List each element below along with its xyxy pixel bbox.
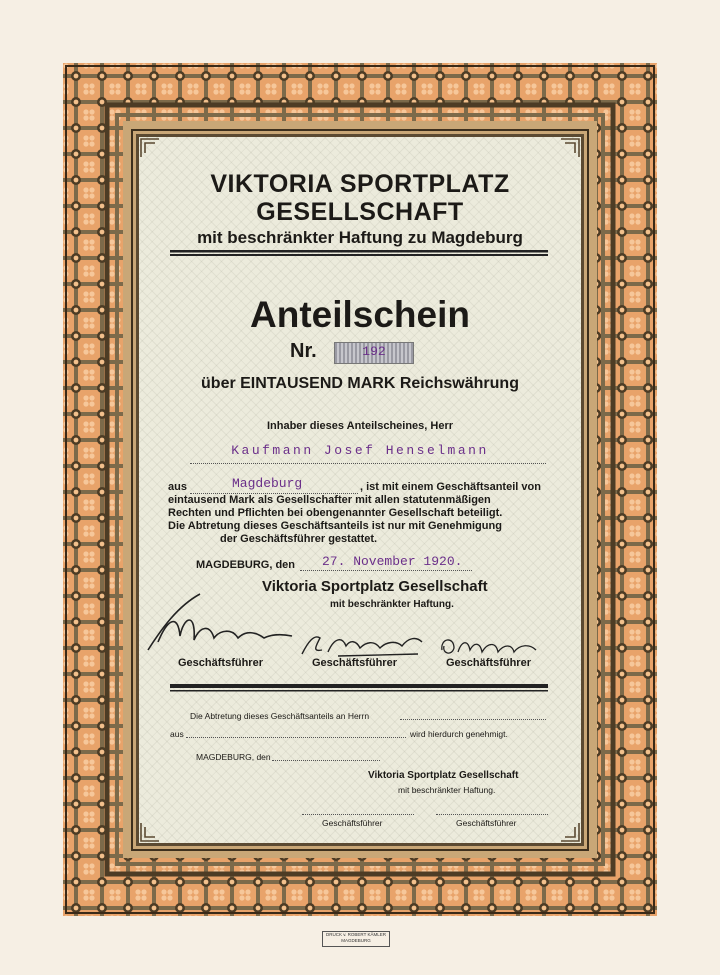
transfer-company-suffix: mit beschränkter Haftung.	[398, 785, 496, 795]
corner-ornament-icon	[559, 821, 581, 843]
date-line	[300, 570, 472, 571]
holder-name-line	[190, 463, 546, 464]
from-label: aus	[168, 481, 187, 493]
transfer-city-line	[186, 737, 406, 738]
holder-intro: Inhaber dieses Anteilscheines, Herr	[266, 420, 454, 432]
transfer-from-label: aus	[170, 729, 184, 739]
transfer-signature-line-1	[302, 814, 414, 815]
transfer-approved: wird hierdurch genehmigt.	[410, 729, 508, 739]
corner-ornament-icon	[139, 821, 161, 843]
holder-name: Kaufmann Josef Henselmann	[231, 443, 489, 458]
transfer-role-1: Geschäftsführer	[322, 818, 383, 828]
corner-ornament-icon	[559, 137, 581, 159]
transfer-date-line	[272, 760, 380, 761]
printer-imprint	[322, 931, 390, 947]
number-label: Nr.	[290, 340, 317, 362]
transfer-place: MAGDEBURG, den	[196, 752, 271, 762]
transfer-role-2: Geschäftsführer	[456, 818, 517, 828]
holder-city: Magdeburg	[232, 476, 303, 491]
document-title: Anteilschein	[250, 294, 470, 335]
body-text-line-3: Rechten und Pflichten bei obengenannter Gesellschaft beteiligt.	[168, 507, 503, 519]
printer-line-1: DRUCK v. ROBERT KÄMLER	[325, 932, 386, 937]
company-title-line-1: VIKTORIA SPORTPLATZ	[210, 170, 510, 198]
issuer-company-suffix: mit beschränkter Haftung.	[330, 599, 454, 610]
issue-place: MAGDEBURG, den	[196, 559, 295, 571]
issuer-company-name: Viktoria Sportplatz Gesellschaft	[262, 578, 488, 595]
printer-line-2: MAGDEBURG	[341, 938, 371, 943]
signatory-role-3: Geschäftsführer	[446, 657, 531, 669]
issue-date: 27. November 1920.	[322, 554, 463, 569]
signatory-role-1: Geschäftsführer	[178, 657, 263, 669]
section-divider	[170, 684, 548, 692]
body-text-line-1: , ist mit einem Geschäftsanteil von	[360, 481, 541, 493]
body-text-line-4: Die Abtretung dieses Geschäftsanteils ist nur mit Genehmigung	[168, 520, 502, 532]
header-divider	[170, 250, 548, 257]
certificate-number: 192	[362, 344, 386, 359]
signatory-role-2: Geschäftsführer	[312, 657, 397, 669]
company-subtitle: mit beschränkter Haftung zu Magdeburg	[197, 228, 523, 247]
company-title-line-2: GESELLSCHAFT	[256, 198, 464, 226]
transfer-signature-line-2	[436, 814, 548, 815]
transfer-company-name: Viktoria Sportplatz Gesellschaft	[368, 770, 519, 781]
corner-ornament-icon	[139, 137, 161, 159]
amount-line: über EINTAUSEND MARK Reichswährung	[201, 375, 519, 392]
body-text-line-2: eintausend Mark als Gesellschafter mit allen statutenmäßigen	[168, 494, 491, 506]
transfer-name-line	[400, 719, 546, 720]
signature-1	[140, 588, 300, 663]
transfer-line-1: Die Abtretung dieses Geschäftsanteils an Herrn	[190, 711, 370, 721]
body-text-line-5: der Geschäftsführer gestattet.	[220, 533, 378, 545]
